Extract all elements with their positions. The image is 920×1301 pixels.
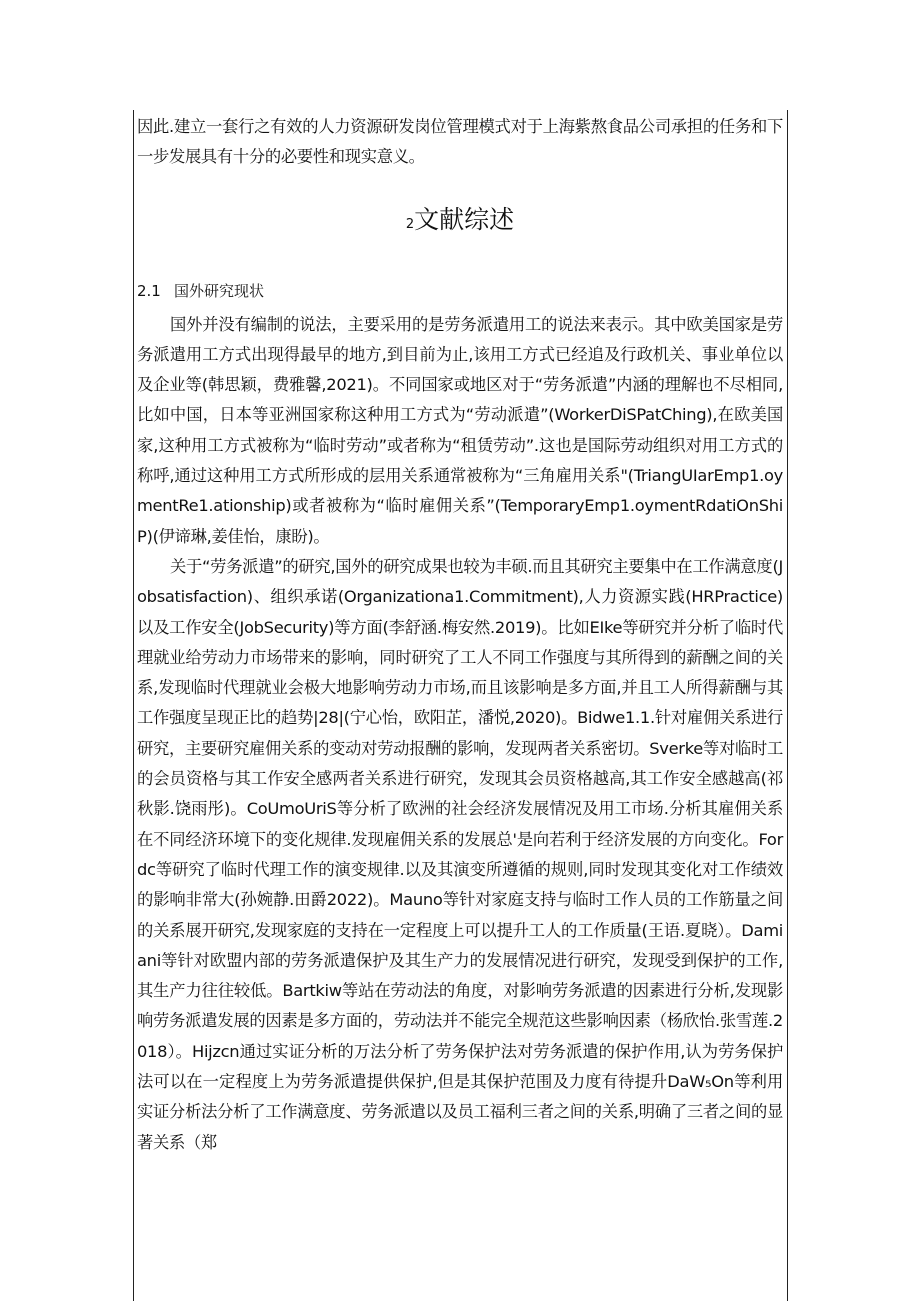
subsection-number: 2.1 — [137, 281, 161, 300]
section-number: 2 — [405, 216, 415, 232]
paragraph: 关于“劳务派遣”的研究,国外的研究成果也较为丰硕.而且其研究主要集中在工作满意度(Jobsatisfaction)、组织承诺(Organizationa1.Commitment),人力资源实践(HRPractice)以及工作安全(JobSecurity)等方面(李舒涵.梅安然.2019)。比如EIke等研究并分析了临时代理就业给劳动力市场带来的影响，同时研究了工人不同工作强度与其所得到的薪酬之间的关系,发现临时代理就业会极大地影响劳动力市场,而且该影响是多方面,并且工人所得薪酬与其工作强度呈现正比的趋势|28|(宁心怡，欧阳芷，潘悦,2020)。Bidwe1.1.针对雇佣关系进行研究，主要研究雇佣关系的变动对劳动报酬的影响，发现两者关系密切。Sverke等对临时工的会员资格与其工作安全感两者关系进行研究，发现其会员资格越高,其工作安全感越高(祁秋影.饶雨彤)。CoUmoUriS等分析了欧洲的社会经济发展情况及用工市场.分析其雇佣关系在不同经济环境下的变化规律.发现雇佣关系的发展总'是向若利于经济发展的方向变化。Fordc等研究了临时代理工作的演变规律.以及其演变所遵循的规则,同时发现其变化对工作绩效的影响非常大(孙婉静.田爵2022)。Mauno等针对家庭支持与临时工作人员的工作筋量之间的关系展开研究,发现家庭的支持在一定程度上可以提升工人的工作质量(王语.夏晓）。Damiani等针对欧盟内部的劳务派遣保护及其生产力的发展情况进行研究，发现受到保护的工作,其生产力往往较低。Bartkiw等站在劳动法的角度，对影响劳务派遣的因素进行分析,发现影响劳务派遣发展的因素是多方面的，劳动法并不能完全规范这些影响因素（杨欣怡.张雪莲.2018）。Hijzcn通过实证分析的万法分析了劳务保护法对劳务派遣的保护作用,认为劳务保护法可以在一定程度上为劳务派遣提供保护,但是其保护范围及力度有待提升DaW₅On等利用实证分析法分析了工作满意度、劳务派遣以及员工福利三者之间的关系,明确了三者之间的显著关系（郑 — [137, 556, 783, 1152]
section-heading — [137, 203, 783, 242]
intro-paragraph: 因此.建立一套行之有效的人力资源研发岗位管理模式对于上海紫熬食品公司承担的任务和下一步发展具有十分的必要性和现实意义。 — [137, 117, 783, 167]
section-title: 文献综述 — [414, 204, 515, 234]
subsection-heading — [137, 278, 783, 304]
document-body — [137, 112, 783, 1158]
subsection-title: 国外研究现状 — [174, 281, 265, 300]
paragraph: 国外并没有编制的说法，主要采用的是劳务派遣用工的说法来表示。其中欧美国家是劳务派遣用工方式出现得最早的地方,到目前为止,该用工方式已经追及行政机关、事业单位以及企业等(韩思颖，费雅馨,2021)。不同国家或地区对于“劳务派遣”内涵的理解也不尽相同,比如中国，日本等亚洲国家称这种用工方式为“劳动派遣”(WorkerDiSPatChing),在欧美国家,这种用工方式被称为“临时劳动”或者称为“租赁劳动”.这也是国际劳动组织对用工方式的称呼,通过这种用工方式所形成的层用关系通常被称为“三角雇用关系"(TriangUIarEmp1.oymentRe1.ationship)或者被称为“临时雇佣关系”(TemporaryEmp1.oymentRdatiOnShiP)(伊谛琳,姜佳怡，康盼)。 — [137, 314, 783, 546]
